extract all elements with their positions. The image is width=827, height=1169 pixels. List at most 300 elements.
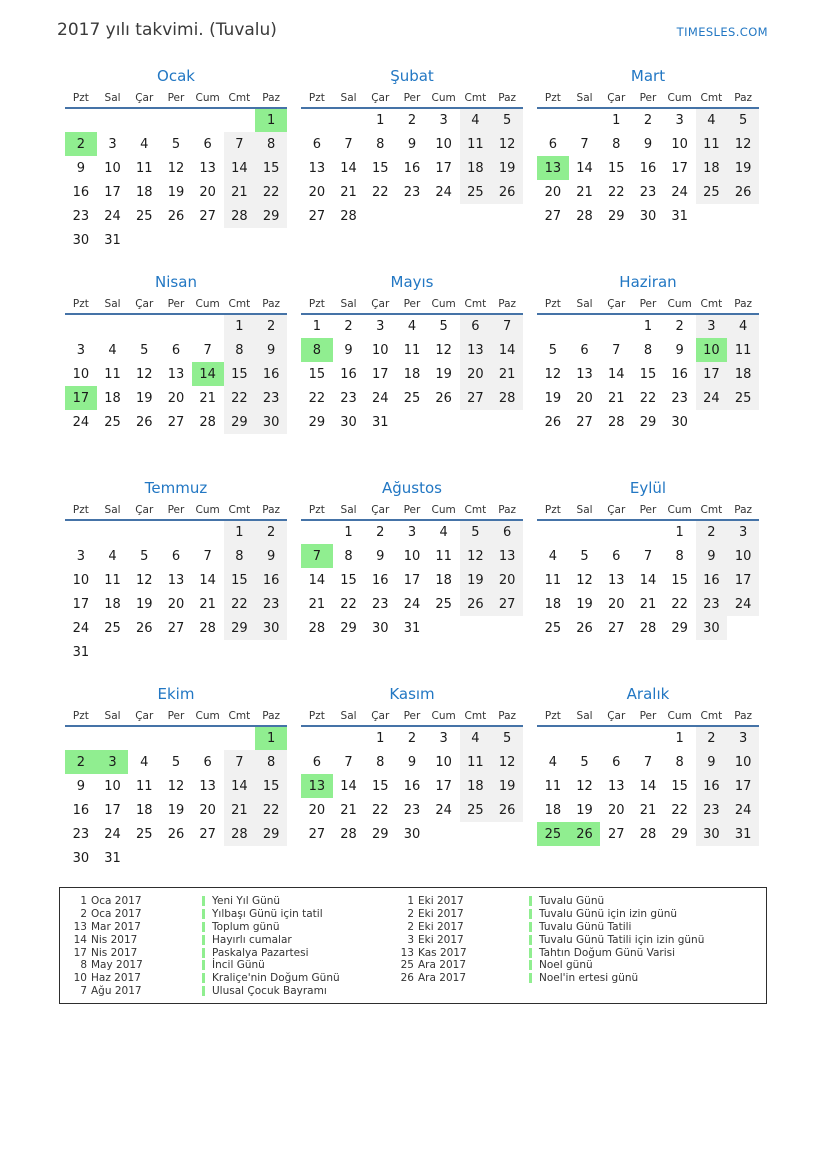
- date-cell: 18: [135, 184, 153, 200]
- date-cell: 12: [135, 572, 153, 588]
- empty-cell: [128, 726, 160, 750]
- date-cell: 7: [643, 548, 653, 564]
- day-header: Pzt: [537, 88, 569, 108]
- date-cell: 5: [171, 136, 181, 152]
- month-table: [301, 88, 523, 228]
- date-cell: 26: [167, 208, 185, 224]
- date-cell: 6: [612, 548, 621, 564]
- date-cell: 16: [371, 572, 389, 588]
- date-cell: 27: [308, 208, 326, 224]
- date-cell: 5: [491, 726, 523, 750]
- date-cell: 3: [675, 113, 684, 128]
- date-cell: 12: [491, 132, 523, 156]
- legend-date: [72, 947, 202, 959]
- month-table: [301, 294, 523, 434]
- date-cell: 19: [135, 390, 153, 406]
- date-cell: 26: [544, 414, 562, 430]
- legend-date: [399, 934, 529, 946]
- date-cell: 18: [104, 390, 121, 406]
- day-header: Sal: [97, 88, 129, 108]
- date-cell: 25: [696, 180, 728, 204]
- legend-item: [72, 895, 399, 908]
- date-cell: 28: [491, 386, 523, 410]
- date-cell: 8: [255, 750, 287, 774]
- empty-cell: [255, 640, 287, 664]
- month-title[interactable]: Ocak: [157, 67, 195, 85]
- date-cell: 6: [612, 754, 621, 770]
- date-cell: 10: [72, 572, 90, 588]
- date-cell: 22: [671, 802, 688, 818]
- day-header: Cum: [192, 500, 224, 520]
- day-header: Pzt: [537, 706, 569, 726]
- legend-date-day: 8: [80, 959, 87, 972]
- date-cell: 30: [403, 826, 421, 842]
- date-cell: 24: [403, 596, 421, 612]
- date-cell: 4: [140, 136, 149, 152]
- legend-date-month-year: Mar 2017: [91, 920, 141, 933]
- legend-item: [72, 972, 399, 985]
- date-cell: 12: [167, 160, 185, 176]
- day-header: Sal: [569, 500, 601, 520]
- day-header: Cmt: [696, 88, 728, 108]
- date-cell: 9: [376, 548, 385, 564]
- empty-cell: [192, 228, 224, 252]
- empty-cell: [192, 640, 224, 664]
- date-cell: 28: [199, 620, 216, 636]
- date-cell: 17: [403, 572, 421, 588]
- holiday-marker-icon: [202, 973, 205, 983]
- date-cell: 2: [344, 319, 353, 334]
- date-cell: 27: [199, 208, 216, 224]
- date-cell: 15: [371, 160, 389, 176]
- date-cell: 22: [308, 390, 326, 406]
- legend-date: [399, 895, 529, 907]
- date-cell: 6: [203, 136, 212, 152]
- date-cell: 18: [696, 156, 728, 180]
- date-cell: 8: [224, 544, 256, 568]
- day-header: Cum: [664, 706, 696, 726]
- date-cell: 20: [544, 184, 562, 200]
- empty-cell: [428, 616, 460, 640]
- date-cell: 14: [224, 156, 256, 180]
- date-cell: 24: [72, 620, 90, 636]
- empty-cell: [491, 822, 523, 846]
- date-cell: 12: [576, 572, 593, 588]
- date-cell: 18: [435, 572, 452, 588]
- date-cell: 27: [167, 620, 185, 636]
- month-title[interactable]: Haziran: [619, 273, 677, 291]
- date-cell: 14: [199, 572, 216, 588]
- empty-cell: [696, 410, 728, 434]
- legend-date: [399, 959, 529, 971]
- day-header: Pzt: [301, 500, 333, 520]
- day-header: Paz: [727, 706, 759, 726]
- date-cell: 7: [224, 750, 256, 774]
- date-cell: 21: [199, 596, 216, 612]
- date-cell: 23: [696, 592, 728, 616]
- date-cell: 21: [491, 362, 523, 386]
- date-cell: 8: [344, 548, 353, 564]
- day-header: Per: [160, 706, 192, 726]
- legend-date: [399, 972, 529, 984]
- date-cell: 17: [696, 362, 728, 386]
- date-cell: 5: [171, 754, 181, 770]
- date-cell: 30: [255, 616, 287, 640]
- date-cell: 27: [576, 414, 593, 430]
- day-header: Paz: [255, 294, 287, 314]
- day-header: Paz: [727, 500, 759, 520]
- day-header: Cmt: [696, 706, 728, 726]
- day-header: Cum: [428, 500, 460, 520]
- legend-date-month-year: Eki 2017: [418, 908, 464, 921]
- date-cell: 5: [491, 108, 523, 132]
- date-cell: 4: [140, 754, 149, 770]
- date-cell: 16: [255, 568, 287, 592]
- date-cell: 13: [460, 338, 492, 362]
- date-cell: 18: [403, 366, 421, 382]
- empty-cell: [224, 726, 256, 750]
- day-header: Sal: [97, 706, 129, 726]
- holiday-marker-icon: [202, 896, 205, 906]
- day-header: Çar: [600, 706, 632, 726]
- date-cell: 9: [255, 338, 287, 362]
- date-cell: 3: [376, 319, 385, 334]
- date-cell: 13: [167, 366, 185, 382]
- month-title[interactable]: Temmuz: [144, 479, 208, 497]
- date-cell: 21: [340, 184, 357, 200]
- date-cell: 16: [72, 184, 90, 200]
- legend-date-month-year: Haz 2017: [91, 972, 141, 985]
- legend-date: [72, 908, 202, 920]
- holiday-date-cell: 8: [301, 338, 333, 362]
- legend-date: [72, 959, 202, 971]
- date-cell: 6: [171, 342, 181, 358]
- legend-date-month-year: Eki 2017: [418, 933, 464, 946]
- date-cell: 10: [371, 342, 389, 358]
- date-cell: 30: [72, 850, 90, 866]
- date-cell: 5: [439, 319, 448, 334]
- date-cell: 24: [72, 414, 90, 430]
- date-cell: 14: [491, 338, 523, 362]
- empty-cell: [160, 108, 192, 132]
- legend-date-month-year: Nis 2017: [91, 946, 138, 959]
- day-header: Çar: [364, 500, 396, 520]
- date-cell: 19: [167, 184, 185, 200]
- date-cell: 4: [439, 525, 448, 540]
- date-cell: 3: [76, 342, 85, 358]
- date-cell: 11: [435, 548, 452, 564]
- date-cell: 5: [140, 548, 149, 564]
- day-header: Paz: [255, 706, 287, 726]
- day-header: Sal: [569, 294, 601, 314]
- date-cell: 28: [224, 822, 256, 846]
- date-cell: 5: [140, 342, 149, 358]
- date-cell: 24: [435, 802, 452, 818]
- date-cell: 23: [696, 798, 728, 822]
- legend-date-day: 7: [80, 984, 87, 997]
- month-table: [537, 88, 759, 228]
- legend-holiday-name: Noel günü: [539, 959, 593, 972]
- month-title[interactable]: Eylül: [629, 479, 667, 497]
- date-cell: 20: [491, 568, 523, 592]
- date-cell: 15: [371, 778, 389, 794]
- date-cell: 27: [199, 826, 216, 842]
- date-cell: 23: [72, 208, 90, 224]
- empty-cell: [460, 616, 492, 640]
- date-cell: 19: [167, 802, 185, 818]
- month-block: [65, 478, 287, 668]
- date-cell: 26: [460, 592, 492, 616]
- month-title[interactable]: Mart: [630, 67, 666, 85]
- date-cell: 28: [576, 208, 593, 224]
- day-header: Paz: [255, 500, 287, 520]
- date-cell: 9: [696, 544, 728, 568]
- date-cell: 23: [340, 390, 357, 406]
- date-cell: 8: [376, 136, 385, 152]
- empty-cell: [97, 640, 129, 664]
- date-cell: 29: [255, 822, 287, 846]
- day-header: Cum: [664, 294, 696, 314]
- date-cell: 29: [308, 414, 326, 430]
- date-cell: 5: [460, 520, 492, 544]
- date-cell: 4: [548, 548, 557, 564]
- date-cell: 19: [491, 156, 523, 180]
- date-cell: 20: [607, 802, 625, 818]
- month-title[interactable]: Şubat: [390, 67, 434, 85]
- legend-date-month-year: Nis 2017: [91, 933, 138, 946]
- date-cell: 2: [675, 319, 684, 334]
- date-cell: 27: [491, 592, 523, 616]
- date-cell: 20: [607, 596, 625, 612]
- date-cell: 29: [255, 204, 287, 228]
- holiday-marker-icon: [202, 922, 205, 932]
- month-title[interactable]: Kasım: [389, 685, 435, 703]
- month-block: [301, 684, 523, 874]
- legend-date-day: 1: [407, 895, 414, 908]
- date-cell: 1: [344, 525, 353, 540]
- date-cell: 29: [671, 826, 688, 842]
- date-cell: 28: [199, 414, 216, 430]
- date-cell: 22: [607, 184, 625, 200]
- date-cell: 11: [403, 342, 421, 358]
- holiday-date-cell: 3: [97, 750, 129, 774]
- date-cell: 6: [312, 754, 321, 770]
- date-cell: 9: [407, 136, 417, 152]
- date-cell: 23: [403, 184, 421, 200]
- date-cell: 14: [576, 160, 593, 176]
- date-cell: 30: [72, 232, 90, 248]
- date-cell: 22: [340, 596, 357, 612]
- date-cell: 7: [580, 136, 589, 152]
- empty-cell: [192, 846, 224, 870]
- site-link[interactable]: TIMESLES.COM: [676, 25, 768, 39]
- empty-cell: [192, 314, 224, 338]
- empty-cell: [65, 314, 97, 338]
- date-cell: 20: [199, 802, 216, 818]
- date-cell: 4: [727, 314, 759, 338]
- date-cell: 18: [727, 362, 759, 386]
- date-cell: 8: [675, 548, 684, 564]
- date-cell: 2: [696, 520, 728, 544]
- date-cell: 7: [203, 342, 212, 358]
- legend-date: [399, 908, 529, 920]
- day-header: Cmt: [460, 706, 492, 726]
- date-cell: 28: [639, 826, 657, 842]
- date-cell: 31: [371, 414, 389, 430]
- date-cell: 15: [607, 160, 625, 176]
- day-header: Pzt: [301, 294, 333, 314]
- empty-cell: [569, 520, 601, 544]
- day-header: Cmt: [224, 706, 256, 726]
- day-header: Cum: [664, 88, 696, 108]
- date-cell: 3: [727, 520, 759, 544]
- date-cell: 15: [255, 774, 287, 798]
- date-cell: 30: [696, 616, 728, 640]
- date-cell: 21: [224, 798, 256, 822]
- date-cell: 10: [72, 366, 90, 382]
- month-title[interactable]: Aralık: [626, 685, 670, 703]
- day-header: Per: [632, 88, 664, 108]
- date-cell: 28: [308, 620, 326, 636]
- legend-holiday-name: Ulusal Çocuk Bayramı: [212, 984, 327, 997]
- date-cell: 20: [167, 390, 185, 406]
- date-cell: 17: [104, 802, 121, 818]
- date-cell: 24: [696, 386, 728, 410]
- legend-item: [72, 985, 399, 998]
- page-title: 2017 yılı takvimi. (Tuvalu): [57, 20, 277, 40]
- day-header: Paz: [255, 88, 287, 108]
- date-cell: 16: [255, 362, 287, 386]
- date-cell: 24: [371, 390, 389, 406]
- date-cell: 29: [671, 620, 688, 636]
- date-cell: 20: [576, 390, 593, 406]
- empty-cell: [65, 726, 97, 750]
- month-table: [65, 88, 287, 252]
- date-cell: 11: [135, 160, 153, 176]
- legend-date-day: 10: [73, 972, 87, 985]
- date-cell: 4: [460, 108, 492, 132]
- date-cell: 7: [344, 754, 353, 770]
- legend-date-day: 2: [407, 920, 414, 933]
- date-cell: 7: [344, 136, 353, 152]
- date-cell: 8: [224, 338, 256, 362]
- month-title[interactable]: Ağustos: [382, 479, 442, 497]
- empty-cell: [491, 204, 523, 228]
- legend-date: [399, 921, 529, 933]
- empty-cell: [160, 228, 192, 252]
- empty-cell: [97, 314, 129, 338]
- date-cell: 7: [643, 754, 653, 770]
- date-cell: 11: [544, 572, 562, 588]
- date-cell: 28: [340, 826, 357, 842]
- date-cell: 26: [491, 180, 523, 204]
- day-header: Çar: [128, 294, 160, 314]
- month-block: [65, 66, 287, 256]
- date-cell: 1: [224, 520, 256, 544]
- legend-date-month-year: Eki 2017: [418, 895, 464, 908]
- date-cell: 6: [548, 136, 557, 152]
- empty-cell: [192, 520, 224, 544]
- day-header: Pzt: [537, 500, 569, 520]
- date-cell: 22: [255, 798, 287, 822]
- empty-cell: [160, 520, 192, 544]
- date-cell: 2: [643, 113, 653, 128]
- date-cell: 16: [403, 778, 421, 794]
- date-cell: 13: [576, 366, 593, 382]
- date-cell: 7: [612, 342, 621, 358]
- empty-cell: [224, 108, 256, 132]
- date-cell: 24: [435, 184, 452, 200]
- date-cell: 20: [199, 184, 216, 200]
- empty-cell: [364, 204, 396, 228]
- date-cell: 19: [460, 568, 492, 592]
- day-header: Pzt: [65, 706, 97, 726]
- date-cell: 20: [460, 362, 492, 386]
- date-cell: 15: [671, 572, 688, 588]
- date-cell: 27: [544, 208, 562, 224]
- date-cell: 11: [460, 750, 492, 774]
- day-header: Sal: [97, 294, 129, 314]
- date-cell: 16: [671, 366, 688, 382]
- legend-item: [399, 933, 766, 946]
- date-cell: 26: [491, 798, 523, 822]
- empty-cell: [632, 726, 664, 750]
- date-cell: 10: [435, 754, 452, 770]
- legend-date-day: 2: [407, 908, 414, 921]
- date-cell: 1: [376, 113, 385, 128]
- month-table: [537, 500, 759, 640]
- date-cell: 12: [460, 544, 492, 568]
- legend-holiday-name: Toplum günü: [212, 920, 280, 933]
- month-block: [537, 478, 759, 668]
- day-header: Paz: [491, 294, 523, 314]
- date-cell: 3: [407, 525, 417, 540]
- date-cell: 3: [439, 731, 448, 746]
- date-cell: 25: [460, 180, 492, 204]
- date-cell: 17: [435, 160, 452, 176]
- date-cell: 3: [439, 113, 448, 128]
- month-title[interactable]: Nisan: [155, 273, 197, 291]
- legend-column-right: [399, 895, 766, 997]
- month-title[interactable]: Ekim: [157, 685, 195, 703]
- empty-cell: [255, 228, 287, 252]
- legend-holiday-name: Tuvalu Günü Tatili: [539, 920, 632, 933]
- date-cell: 5: [580, 548, 589, 564]
- day-header: Cum: [664, 500, 696, 520]
- date-cell: 12: [544, 366, 562, 382]
- day-header: Çar: [600, 294, 632, 314]
- date-cell: 25: [403, 390, 421, 406]
- legend-item: [72, 959, 399, 972]
- date-cell: 2: [407, 113, 417, 128]
- date-cell: 12: [576, 778, 593, 794]
- date-cell: 9: [675, 342, 684, 358]
- date-cell: 3: [76, 548, 85, 564]
- month-table: [301, 500, 523, 640]
- date-cell: 24: [727, 592, 759, 616]
- legend-holiday-name: Tuvalu Günü Tatili için izin günü: [539, 933, 705, 946]
- month-title[interactable]: Mayıs: [390, 273, 434, 291]
- date-cell: 15: [671, 778, 688, 794]
- month-table: [537, 706, 759, 846]
- holiday-date-cell: 1: [255, 726, 287, 750]
- date-cell: 29: [639, 414, 657, 430]
- date-cell: 20: [308, 184, 326, 200]
- holiday-marker-icon: [202, 909, 205, 919]
- date-cell: 16: [696, 568, 728, 592]
- date-cell: 15: [255, 156, 287, 180]
- date-cell: 22: [255, 180, 287, 204]
